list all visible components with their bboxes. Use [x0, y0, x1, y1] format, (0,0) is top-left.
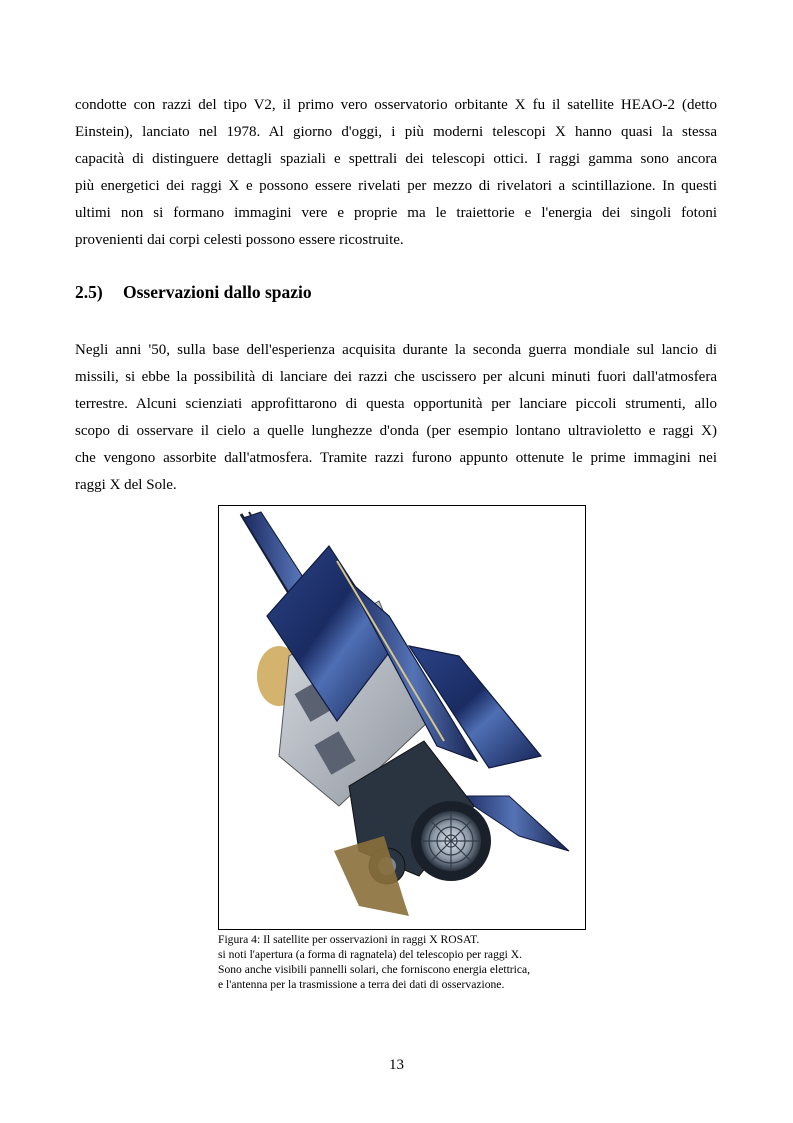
section-number: 2.5)	[75, 282, 103, 302]
caption-line: e l'antenna per la trasmissione a terra dei dati di osservazione.	[218, 978, 505, 991]
rosat-satellite-illustration	[219, 506, 585, 929]
section-heading	[75, 282, 312, 303]
figure-caption	[218, 932, 530, 992]
figure-image	[218, 505, 586, 930]
intro-paragraph	[75, 92, 717, 254]
caption-line: Figura 4: Il satellite per osservazioni in raggi X ROSAT.	[218, 933, 480, 946]
caption-line: Sono anche visibili pannelli solari, che forniscono energia elettrica,	[218, 963, 531, 976]
text-line: ultimi non si formano immagini vere e proprie ma le traiettorie e l'energia dei singoli fotoni	[75, 205, 717, 221]
text-line: missili, si ebbe la possibilità di lanciare dei razzi che uscissero per alcuni minuti fuori dall'atmosfera	[75, 369, 717, 385]
text-line: raggi X del Sole.	[75, 477, 177, 493]
aperture-web	[421, 811, 481, 871]
text-line: più energetici dei raggi X e possono essere rivelati per mezzo di rivelatori a scintillazione. In questi	[75, 178, 717, 194]
caption-line: si noti l'apertura (a forma di ragnatela) del telescopio per raggi X.	[218, 948, 523, 961]
section-paragraph	[75, 337, 717, 499]
section-title: Osservazioni dallo spazio	[123, 282, 312, 302]
text-line: scopo di osservare il cielo a quelle lunghezze d'onda (per esempio lontano ultravioletto e raggi X)	[75, 423, 717, 439]
text-line: condotte con razzi del tipo V2, il primo vero osservatorio orbitante X fu il satellite HEAO-2 (detto	[75, 97, 717, 113]
text-line: provenienti dai corpi celesti possono essere ricostruite.	[75, 232, 404, 248]
text-line: che vengono assorbite dall'atmosfera. Tramite razzi furono appunto ottenute le prime immagini nei	[75, 450, 717, 466]
page-number: 13	[389, 1057, 404, 1073]
text-line: capacità di distinguere dettagli spaziali e spettrali dei telescopi ottici. I raggi gamma sono ancora	[75, 151, 717, 167]
text-line: terrestre. Alcuni scienziati approfittarono di questa opportunità per lanciare piccoli strumenti, allo	[75, 396, 717, 412]
text-line: Negli anni '50, sulla base dell'esperienza acquisita durante la seconda guerra mondiale sul lancio di	[75, 342, 717, 358]
text-line: Einstein), lanciato nel 1978. Al giorno d'oggi, i più moderni telescopi X hanno quasi la stessa	[75, 124, 717, 140]
